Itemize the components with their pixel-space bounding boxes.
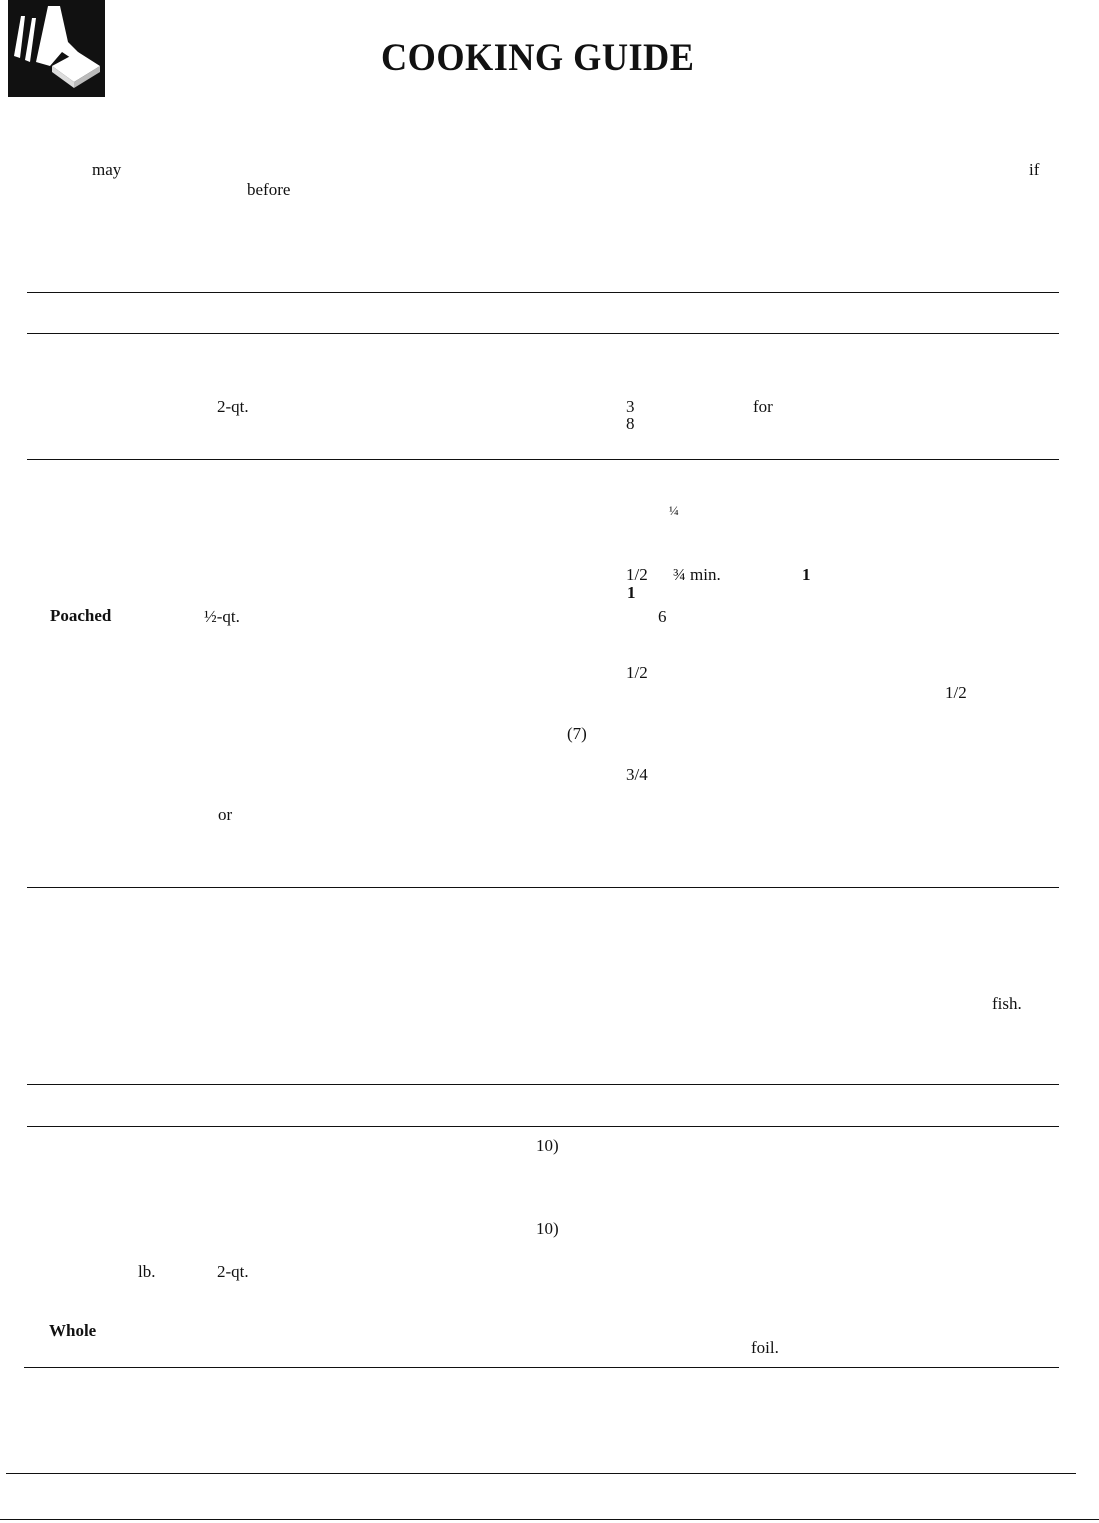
intro-word-before: before — [247, 180, 291, 199]
section2-bottom-rule — [27, 887, 1059, 888]
row1-word-for: for — [753, 397, 773, 416]
sec4-container-size: 2-qt. — [217, 1262, 249, 1281]
sec2-half-qt: ½-qt. — [204, 607, 240, 626]
row1-value-3: 3 — [626, 397, 635, 416]
hand-pressing-button-icon — [8, 0, 105, 97]
logo-icon — [8, 0, 105, 97]
sec2-fraction-half-c: 1/2 — [945, 683, 967, 702]
sec2-word-or: or — [218, 805, 233, 824]
sec4-power-10-a: 10) — [536, 1136, 559, 1155]
sec2-fraction-three-quarter: 3/4 — [626, 765, 648, 784]
sec4-label-whole: Whole — [49, 1321, 97, 1340]
table1-top-rule — [27, 292, 1059, 293]
sec2-fraction-half: 1/2 — [626, 565, 648, 584]
table2-bottom-rule — [24, 1367, 1059, 1368]
table2-top-rule — [27, 1084, 1059, 1085]
sec2-label-poached: Poached — [50, 606, 112, 625]
sec2-value-1-b: 1 — [627, 583, 636, 602]
sec2-fraction-quarter: ¼ — [669, 503, 679, 518]
sec2-value-7: (7) — [567, 724, 587, 743]
sec2-three-quarter-min: ¾ min. — [673, 565, 721, 584]
row1-value-8: 8 — [626, 414, 635, 433]
intro-word-may: may — [92, 160, 122, 179]
intro-word-if: if — [1029, 160, 1040, 179]
sec2-fraction-half-b: 1/2 — [626, 663, 648, 682]
page-title: COOKING GUIDE — [381, 36, 695, 79]
sec4-word-foil: foil. — [751, 1338, 779, 1357]
sec4-power-10-b: 10) — [536, 1219, 559, 1238]
footer-rule — [6, 1473, 1076, 1474]
table2-header-rule — [27, 1126, 1059, 1127]
row1-container-size: 2-qt. — [217, 397, 249, 416]
sec4-unit-lb: lb. — [138, 1262, 156, 1281]
table1-header-rule — [27, 333, 1059, 334]
sec3-word-fish: fish. — [992, 994, 1022, 1013]
row1-bottom-rule — [27, 459, 1059, 460]
sec2-value-1: 1 — [802, 565, 811, 584]
page-bottom-rule — [0, 1519, 1099, 1520]
sec2-value-6: 6 — [658, 607, 667, 626]
